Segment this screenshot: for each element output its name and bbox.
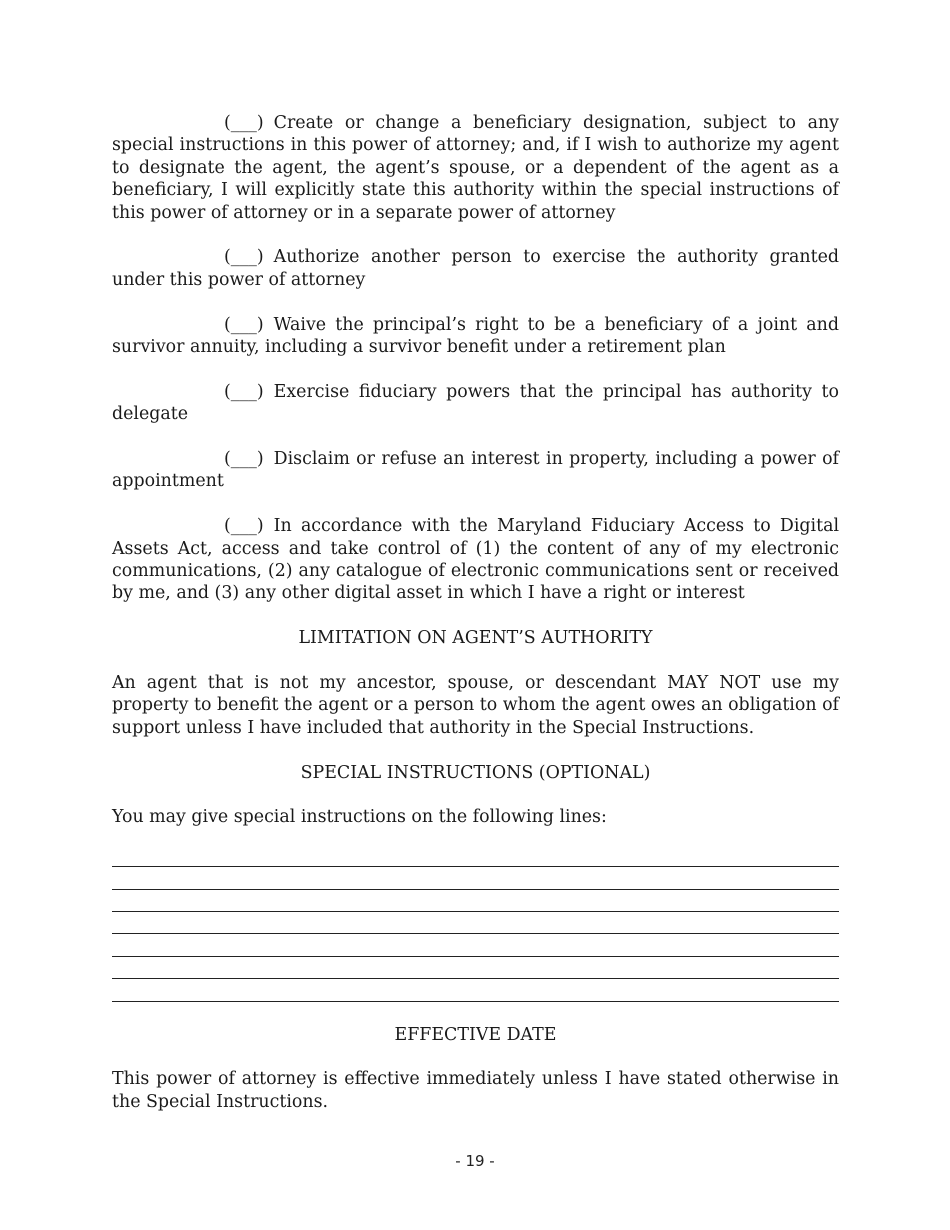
instruction-line[interactable] — [112, 912, 839, 934]
limitation-heading: LIMITATION ON AGENT’S AUTHORITY — [298, 628, 653, 649]
document-page — [112, 112, 839, 1136]
option-text: Authorize another person to exercise the authority granted under this power of attorney — [112, 247, 839, 290]
instruction-line[interactable] — [112, 957, 839, 979]
option-checkbox-blank[interactable]: (___) — [224, 113, 264, 133]
option-checkbox-blank[interactable]: (___) — [224, 449, 264, 470]
option-checkbox-blank[interactable]: (___) — [224, 381, 264, 402]
option-checkbox-blank[interactable]: (___) — [224, 247, 264, 268]
option-text: Disclaim or refuse an interest in property, including a power of appointment — [112, 449, 839, 492]
instruction-line[interactable] — [112, 890, 839, 912]
option-beneficiary-designation — [112, 112, 839, 224]
effective-date-text: This power of attorney is effective immediately unless I have stated otherwise in the Special Instructions. — [112, 1069, 839, 1112]
option-disclaim-interest — [112, 448, 839, 493]
option-text: Waive the principal’s right to be a beneficiary of a joint and survivor annuity, including a survivor benefit under a retirement plan — [112, 314, 839, 358]
option-text: Create or change a beneficiary designation, subject to any special instructions in this power of attorney; and, if I wish to authorize my agent to designate the agent, the agent’s spouse, or a dependent of the agent as a beneficiary, I will explicitly state this authority within the special instructions of this power of attorney or in a separate power of attorney — [112, 113, 839, 223]
limitation-text: An agent that is not my ancestor, spouse, or descendant MAY NOT use my property to benefit the agent or a person to whom the agent owes an obligation of support unless I have included that authority in the Special Instructions. — [112, 673, 839, 738]
option-fiduciary-powers — [112, 381, 839, 426]
instruction-line[interactable] — [112, 867, 839, 889]
special-instructions-intro: You may give special instructions on the following lines: — [112, 807, 607, 828]
option-text: In accordance with the Maryland Fiduciary Access to Digital Assets Act, access and take control of (1) the content of any of my electronic communications, (2) any catalogue of electronic communications sent or received by me, and (3) any other digital asset in which I have a right or interest — [112, 516, 839, 604]
option-checkbox-blank[interactable]: (___) — [224, 516, 264, 537]
option-authorize-another-person — [112, 246, 839, 291]
option-digital-assets — [112, 515, 839, 605]
instruction-line[interactable] — [112, 934, 839, 956]
option-checkbox-blank[interactable]: (___) — [224, 314, 264, 335]
instruction-line[interactable] — [112, 845, 839, 867]
special-instructions-heading: SPECIAL INSTRUCTIONS (OPTIONAL) — [300, 762, 651, 783]
special-instructions-lines — [112, 845, 839, 1002]
option-text: Exercise fiduciary powers that the principal has authority to delegate — [112, 381, 839, 425]
page-number: - 19 - — [455, 1152, 495, 1170]
effective-date-heading: EFFECTIVE DATE — [394, 1024, 557, 1045]
instruction-line[interactable] — [112, 979, 839, 1001]
option-waive-annuity-right — [112, 314, 839, 359]
